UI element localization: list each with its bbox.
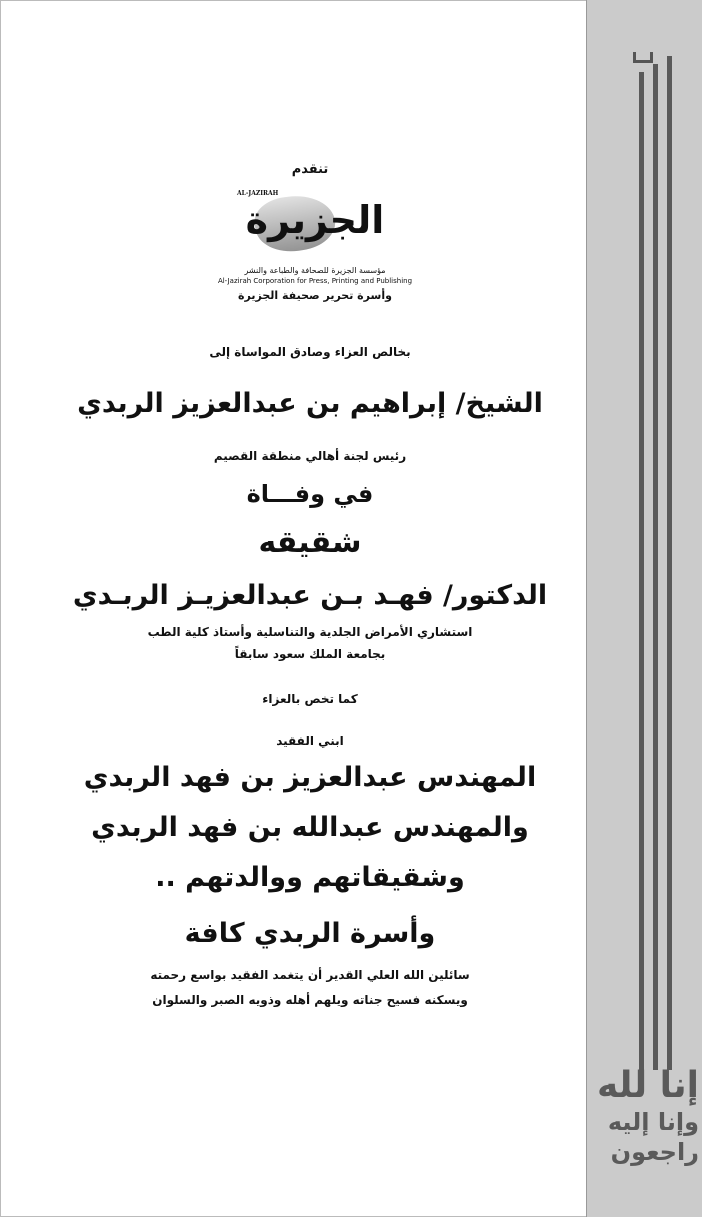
recipient-name: الشيخ/ إبراهيم بن عبدالعزيز الربدي [77, 388, 543, 419]
shadda-mark-icon [633, 52, 653, 63]
verse-line-2: وإنا إليه [607, 1108, 699, 1136]
deceased-name: الدكتور/ فهـد بـن عبدالعزيـز الربـدي [72, 580, 548, 611]
stripe-decoration [667, 56, 672, 1070]
deceased-title-2: بجامعة الملك سعود سابقاً [234, 647, 386, 661]
sons-label: ابني الفقيد [276, 734, 344, 748]
stripe-decoration [653, 64, 658, 1070]
corporation-en: Al-Jazirah Corporation for Press, Printing and Publishing [217, 277, 413, 285]
deceased-title-1: استشاري الأمراض الجلدية والتناسلية وأستاذ كلية الطب [147, 625, 473, 639]
intro-text: بخالص العزاء وصادق المواساة إلى [209, 345, 411, 359]
logo-en-name: AL-JAZIRAH [237, 190, 279, 197]
side-panel [586, 0, 702, 1217]
condolence-content [20, 0, 600, 1217]
editorial-family: وأسرة تحرير صحيفة الجزيرة [238, 289, 392, 302]
prayer-line-1: سائلين الله العلي القدير أن يتغمد الفقيد بواسع رحمته [150, 968, 470, 982]
logo-ar-name: الجزيرة [245, 198, 385, 242]
sisters-mother-text: وشقيقاتهم ووالدتهم .. [155, 862, 465, 893]
son-2-name: والمهندس عبدالله بن فهد الربدي [91, 812, 529, 843]
prayer-line-2: ويسكنه فسيح جناته ويلهم أهله وذويه الصبر والسلوان [152, 993, 468, 1007]
presents-text: تنقدم [291, 162, 329, 177]
recipient-title: رئيس لجنة أهالي منطقة القصيم [213, 449, 407, 463]
son-1-name: المهندس عبدالعزيز بن فهد الربدي [83, 762, 537, 793]
relation-text: شقيقه [258, 525, 362, 560]
verse-line-1: إنا لله [597, 1065, 699, 1106]
on-death-text: في وفـــاة [246, 480, 374, 508]
also-condolence-text: كما تخص بالعزاء [262, 692, 358, 706]
verse-line-3: راجعون [610, 1138, 699, 1166]
stripe-decoration [639, 72, 644, 1070]
al-jazirah-logo [215, 186, 415, 306]
corporation-ar: مؤسسة الجزيرة للصحافة والطباعة والنشر [244, 266, 386, 275]
family-text: وأسرة الربدي كافة [184, 918, 436, 949]
